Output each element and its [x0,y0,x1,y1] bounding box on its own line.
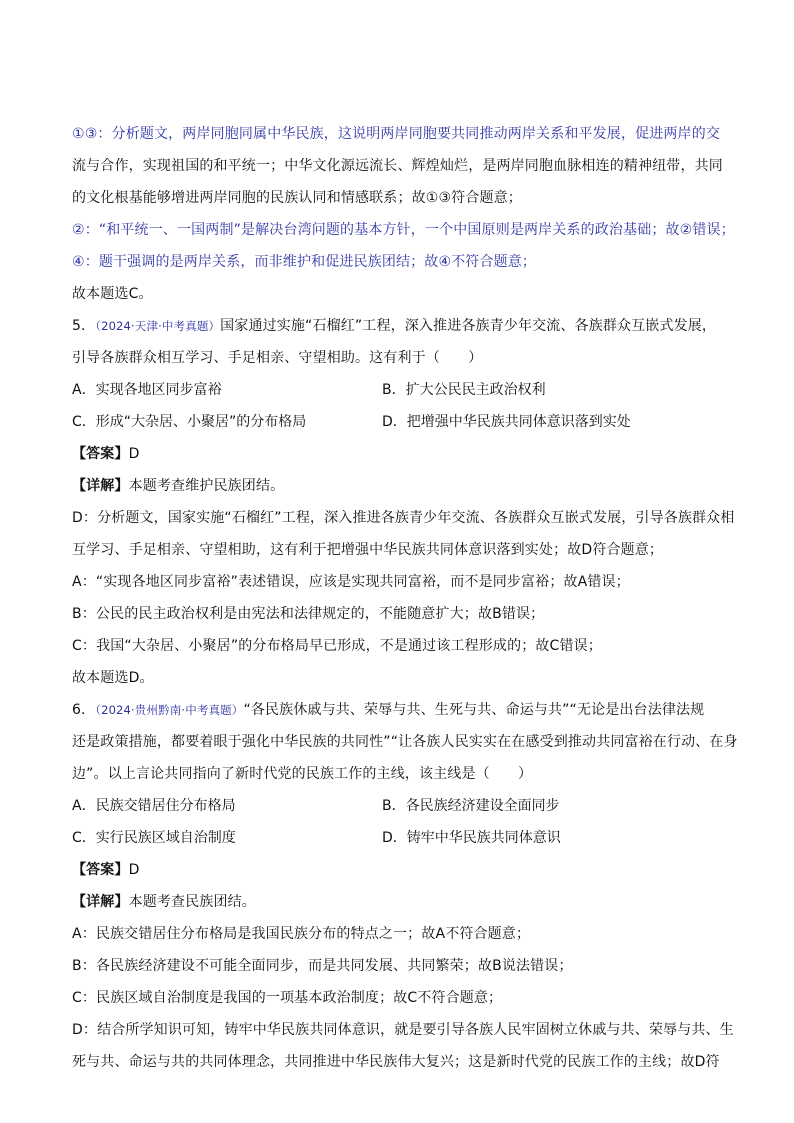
q6-stem-line3: 边”。以上言论共同指向了新时代党的民族工作的主线，该主线是（ ） [72,766,533,782]
q5-source: （2024·天津·中考真题） [95,319,221,333]
q6-detail-label: 【详解】 [72,894,129,910]
q5-stem-line2: 引导各族群众相互学习、手足相亲、守望相助。这有利于（ ） [72,350,483,366]
q6-detail [72,886,732,918]
q6-answer-value: D [128,862,140,878]
q5-stem-text1: 国家通过实施“石榴红”工程，深入推进各族青少年交流、各族群众互嵌式发展， [220,318,717,334]
q6-answer-label: 【答案】 [72,862,129,878]
q5-number: 5． [72,318,96,334]
q6-exp-c: C：民族区域自治制度是我国的一项基本政治制度；故C不符合题意； [72,990,503,1006]
q5-conclusion: 故本题选D。 [72,670,154,686]
document-page [72,118,738,1078]
q5-stem-line1 [72,310,732,342]
q6-stem-line1 [72,694,732,726]
q6-source: （2024·贵州黔南·中考真题） [95,703,244,717]
q4-explanation-2: ②：“和平统一、一国两制”是解决台湾问题的基本方针，一个中国原则是两岸关系的政治基础；故②错误； [72,222,735,238]
q5-exp-d-line1: D：分析题文，国家实施“石榴红”工程，深入推进各族青少年交流、各族群众互嵌式发展，引导各族群众相 [72,510,735,526]
q6-options-row1 [72,790,732,822]
q4-explanation-13-line3: 的文化根基能够增进两岸同胞的民族认同和情感联系；故①③符合题意； [72,190,522,206]
q6-option-d: D．铸牢中华民族共同体意识 [382,830,561,846]
q5-answer-label: 【答案】 [72,446,129,462]
q6-stem-line2: 还是政策措施，都要着眼于强化中华民族的共同性”“让各族人民实实在在感受到推动共同富裕在行动、在身 [72,734,738,750]
q4-explanation-13-line1: ①③：分析题文，两岸同胞同属中华民族，这说明两岸同胞要共同推动两岸关系和平发展，促进两岸的交 [72,126,720,142]
q5-option-d: D．把增强中华民族共同体意识落到实处 [382,414,631,430]
q6-exp-d-line2: 死与共、命运与共的共同体理念，共同推进中华民族伟大复兴；这是新时代党的民族工作的主线；故D符 [72,1054,720,1070]
q5-detail-text: 本题考查维护民族团结。 [128,478,285,494]
q6-stem-text1: “各民族休戚与共、荣辱与共、生死与共、命运与共”“无论是出台法律法规 [243,702,705,718]
q5-detail-label: 【详解】 [72,478,129,494]
q5-answer-value: D [128,446,140,462]
q5-option-a: A．实现各地区同步富裕 [72,382,222,398]
q6-answer [72,854,732,886]
q5-answer [72,438,732,470]
q6-option-a: A．民族交错居住分布格局 [72,798,236,814]
q5-options-row2 [72,406,732,438]
q6-number: 6． [72,702,96,718]
q4-explanation-13-line2: 流与合作，实现祖国的和平统一；中华文化源远流长、辉煌灿烂，是两岸同胞血脉相连的精神纽带，共同 [72,158,723,174]
q6-exp-d-line1: D：结合所学知识可知，铸牢中华民族共同体意识，就是要引导各族人民牢固树立休戚与共、荣辱与共、生 [72,1022,734,1038]
q6-detail-text: 本题考查民族团结。 [128,894,256,910]
q5-exp-c: C：我国“大杂居、小聚居”的分布格局早已形成，不是通过该工程形成的；故C错误； [72,638,602,654]
q5-exp-b: B：公民的民主政治权利是由宪法和法律规定的，不能随意扩大；故B错误； [72,606,545,622]
q6-exp-b: B：各民族经济建设不可能全面同步，而是共同发展、共同繁荣；故B说法错误； [72,958,573,974]
q6-options-row2 [72,822,732,854]
q6-exp-a: A：民族交错居住分布格局是我国民族分布的特点之一；故A不符合题意； [72,926,531,942]
q6-option-b: B．各民族经济建设全面同步 [382,798,560,814]
q6-option-c: C．实行民族区域自治制度 [72,830,236,846]
q4-explanation-4: ④：题干强调的是两岸关系，而非维护和促进民族团结；故④不符合题意； [72,254,537,270]
q5-exp-d-line2: 互学习、手足相亲、守望相助，这有利于把增强中华民族共同体意识落到实处；故D符合题意； [72,542,664,558]
q4-conclusion: 故本题选C。 [72,286,153,302]
q5-options-row1 [72,374,732,406]
q5-exp-a: A：“实现各地区同步富裕”表述错误，应该是实现共同富裕，而不是同步富裕；故A错误； [72,574,630,590]
q5-detail [72,470,732,502]
q5-option-b: B．扩大公民民主政治权利 [382,382,546,398]
q5-option-c: C．形成“大杂居、小聚居”的分布格局 [72,414,307,430]
